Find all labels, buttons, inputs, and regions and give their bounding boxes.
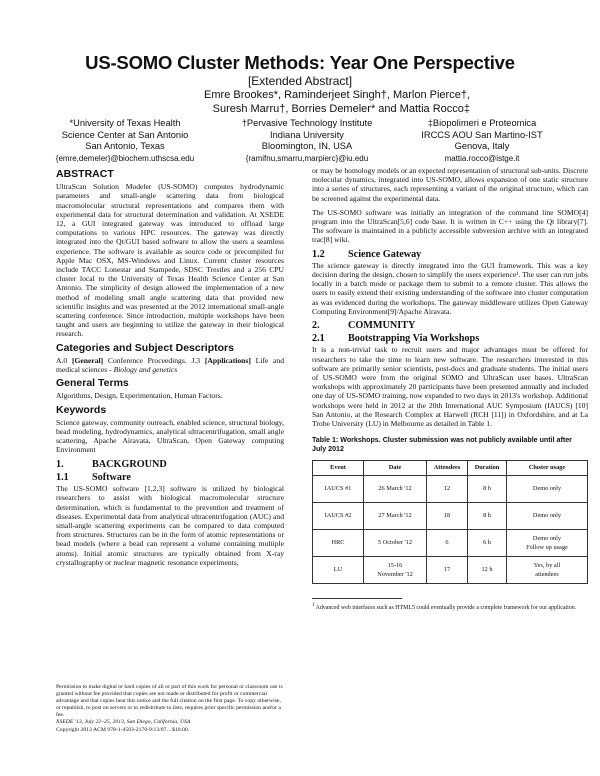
table-header-cell: Event — [313, 460, 364, 475]
left-column — [56, 166, 284, 572]
section-number: 1. — [56, 458, 64, 470]
section-title: Software — [92, 471, 131, 483]
section-title: Science Gateway — [348, 248, 422, 260]
section-number: 2. — [312, 320, 320, 332]
footnote-text: Advanced web interfaces such as HTML5 could eventually provide a complete framework for our application. — [314, 604, 577, 611]
table-cell: HRC — [313, 529, 364, 556]
categories-heading: Categories and Subject Descriptors — [56, 341, 234, 354]
right-column — [312, 166, 588, 612]
affiliation-line: Genova, Italy — [454, 141, 510, 151]
affiliation-line: IRCCS AOU San Martino-IST — [421, 129, 543, 140]
table-cell: 18 — [427, 502, 468, 529]
affiliation-line: †Pervasive Technology Institute — [241, 118, 373, 128]
table-header-cell: Duration — [468, 460, 507, 475]
table-cell: IAUCS #1 — [313, 475, 364, 502]
table-cell: 17 — [427, 556, 468, 583]
author-list — [120, 88, 470, 116]
table-header-cell: Date — [364, 460, 427, 475]
table-cell: IAUCS #2 — [313, 502, 364, 529]
footnote-mark: 1 — [312, 602, 315, 608]
categories-text — [56, 356, 284, 374]
workshops-table — [312, 460, 588, 584]
keywords-text: Science gateway, community outreach, enabled science, structural biology, bead modeling, hydrodynamics, analytical ultracentrifugation, small angle scattering, Apache Airavata, UltraScan, Open Gateway computing Environment — [56, 417, 284, 455]
col2-paragraph-1: or may be homology models or an expected representation of structural sub-units. Discrete molecular dynamics, integrated into US-SOMO, allows expansion of one static structure into a series of structures, each representing a variant of the original structure, which can be screened against the experimental data. — [312, 166, 588, 203]
section-2-1-text: It is a non-trivial task to recruit users and major advantages must be offered for researchers to take the time to learn new software. The researchers interested in this software are primarily senior scientists, post-docs and graduate students. The initial users of US-SOMO were from the original SOMO and UltraScan user bases. UltraScan workshops with approximately 20 participants have been presented annually and included one day of US-SOMO training, now expanded to two days in 2013's workshop. Additional workshops were held in 2012 at the 20th International AUC Symposium (IAUCS) [10] San Antonio, at the Research Complex at Harwell (RCH [11]) in Oxfordshire, and at La Trobe University (LU) in Melbourne as detailed in Table 1. — [312, 345, 588, 429]
table-cell: 8 h — [468, 502, 507, 529]
table-cell: Demo only — [507, 502, 588, 529]
affiliation-uthscsa — [40, 118, 210, 164]
section-title: Bootstrapping Via Workshops — [348, 333, 480, 345]
section-number: 1.1 — [56, 471, 69, 483]
affiliation-line: Indiana University — [270, 129, 344, 140]
section-2-1-heading — [312, 334, 588, 343]
category-text: Life and medical sciences - — [56, 355, 284, 375]
table-cell: 27 March '12 — [364, 502, 427, 529]
section-1-1-heading — [56, 473, 284, 482]
affiliation-line: San Antonio, Texas — [85, 141, 165, 151]
table-row — [313, 502, 588, 529]
table-header-cell: Cluster usage — [507, 460, 588, 475]
conference-venue: XSEDE '13, July 22–25, 2013, San Diego, California, USA — [56, 719, 191, 726]
category-italic: Biology and genetics — [113, 365, 178, 375]
table-cell: Yes, by all attendees — [507, 556, 588, 583]
table-cell: 12 — [427, 475, 468, 502]
paper-title: US-SOMO Cluster Methods: Year One Perspective — [85, 52, 515, 73]
author-line-2: Suresh Marru†, Borries Demeler* and Mattia Rocco‡ — [212, 103, 470, 115]
footnote-rule — [312, 598, 402, 599]
general-terms-text: Algorithms, Design, Experimentation, Human Factors. — [56, 391, 223, 401]
affiliation-line: Science Center at San Antonio — [61, 129, 189, 140]
affiliation-email: mattia.rocco@istge.it — [444, 153, 520, 163]
affiliation-line: Bloomington, IN, USA — [261, 141, 353, 151]
table-cell: Demo only Follow up usage — [507, 529, 588, 556]
section-1-heading — [56, 460, 284, 469]
section-number: 2.1 — [312, 333, 325, 345]
table-cell: Demo only — [507, 475, 588, 502]
table-cell: 12 h — [468, 556, 507, 583]
section-title: COMMUNITY — [348, 320, 416, 332]
table-cell: 26 March '12 — [364, 475, 427, 502]
general-terms-heading: General Terms — [56, 377, 129, 390]
table-row — [313, 556, 588, 583]
category-applications: [Applications] — [204, 355, 251, 365]
permission-text: Permission to make digital or hard copies of all or part of this work for personal or classroom use is granted without fee provided that copies are not made or distributed for profit or commercial advantage and that copies bear this notice and the full citation on the first page. To copy otherwise, or republish, to post on servers or to redistribute to lists, requires prior specific permission and/or a fee. — [56, 684, 283, 719]
affiliation-line: *University of Texas Health — [69, 118, 181, 128]
abstract-heading: ABSTRACT — [56, 168, 114, 180]
affiliation-genova — [402, 118, 562, 164]
affiliation-email: {emre,demeler}@biochem.uthscsa.edu — [55, 153, 195, 163]
permission-notice — [56, 684, 284, 734]
section-1-2-text: The science gateway is directly integrated into the GUI framework. This was a key decision during the design, chosen to simplify the users experience¹. The user can run jobs locally in a batch mode or package them to submit to a remote cluster. This allows the users to easily extend their existing understanding of the software into cluster computation as was evidenced during the workshops. The gateway middleware utilizes Open Gateway Computing Environment[9]/Apache Airavata. — [312, 260, 588, 316]
table-row — [313, 529, 588, 556]
table-cell: 6 h — [468, 529, 507, 556]
affiliation-email: {ramifnu,smarru,marpierc}@iu.edu — [245, 153, 369, 163]
table-cell: LU — [313, 556, 364, 583]
table-cell: 6 — [427, 529, 468, 556]
footnote-1 — [312, 602, 588, 612]
paper-subtitle: [Extended Abstract] — [247, 74, 353, 88]
category-general: [General] — [71, 355, 104, 365]
author-line-1: Emre Brookes*, Raminderjeet Singh†, Marlon Pierce†, — [204, 89, 470, 101]
section-1-2-heading — [312, 250, 588, 259]
section-2-heading — [312, 321, 588, 330]
category-code: A.0 — [56, 355, 72, 365]
table-cell: 8 h — [468, 475, 507, 502]
table-cell: 15-16 November '12 — [364, 556, 427, 583]
footnote-area — [312, 598, 588, 612]
keywords-heading: Keywords — [56, 403, 107, 416]
abstract-text: UltraScan Solution Modeler (US-SOMO) computes hydrodynamic parameters and small-angle scattering data from biological macromolecular structural representations and compares them with experimental data for structural determination and validation. At XSEDE 12, a GUI integrated gateway was introduced to offload large computations to various HPC resources. The gateway was directly integrated into the Qt/GUI based software to allow the users a seamless experience. The software is available as source code or precompiled for Apple Mac OSX, MS-Windows and Linux. Current cluster resources include TACC Lonestar and Stampede, SDSC Trestles and a 256 CPU cluster local to the University of Texas Health Science Center at San Antonio. The simplicity of design allowed the implementation of a new method of modeling small angle scattering data that provided new scientific insights and was presented at the 2012 international small-angle scattering conference. Since introduction, multiple workshops have been taught and users are beginning to utilize the gateway in their biological research. — [56, 182, 284, 339]
table-1-caption: Table 1: Workshops. Cluster submission was not publicly available until after July 2012 — [312, 436, 572, 454]
category-text: Conference Proceedings. J.3 — [103, 355, 205, 365]
table-row — [313, 475, 588, 502]
col2-paragraph-2: The US-SOMO software was initially an integration of the command line SOMO[4] program into the UltraScan[5,6] code base. It is written in C++ using the Qt library[7]. The software is maintained in a publicly accessible subversion archive with an integrated trac[8] wiki. — [312, 207, 588, 245]
table-header-row — [313, 460, 588, 475]
affiliation-indiana — [222, 118, 392, 164]
table-header-cell: Attendees — [427, 460, 468, 475]
section-title: BACKGROUND — [92, 458, 167, 470]
copyright-line: Copyright 2013 ACM 978-1-4503-2170-9/13/07…$10.00. — [56, 726, 190, 733]
table-cell: 5 October '12 — [364, 529, 427, 556]
section-number: 1.2 — [312, 248, 325, 260]
section-1-1-text: The US-SOMO software [1,2,3] software is utilized by biological researchers to assist with biological macromolecular structure determination, which is fundamental to the prevention and treatment of diseases. Experimental data from analytical ultracentrifugation (AUC) and small-angle scattering experiments can be compared to data computed from structures. Structures can be in the form of atomic representations or bead models (where a bead can represent a volume containing multiple atoms). Initial atomic structures are typically obtained from X-ray crystallography or nuclear magnetic resonance experiments, — [56, 484, 284, 567]
affiliation-line: ‡Biopolimeri e Proteomica — [427, 118, 537, 128]
